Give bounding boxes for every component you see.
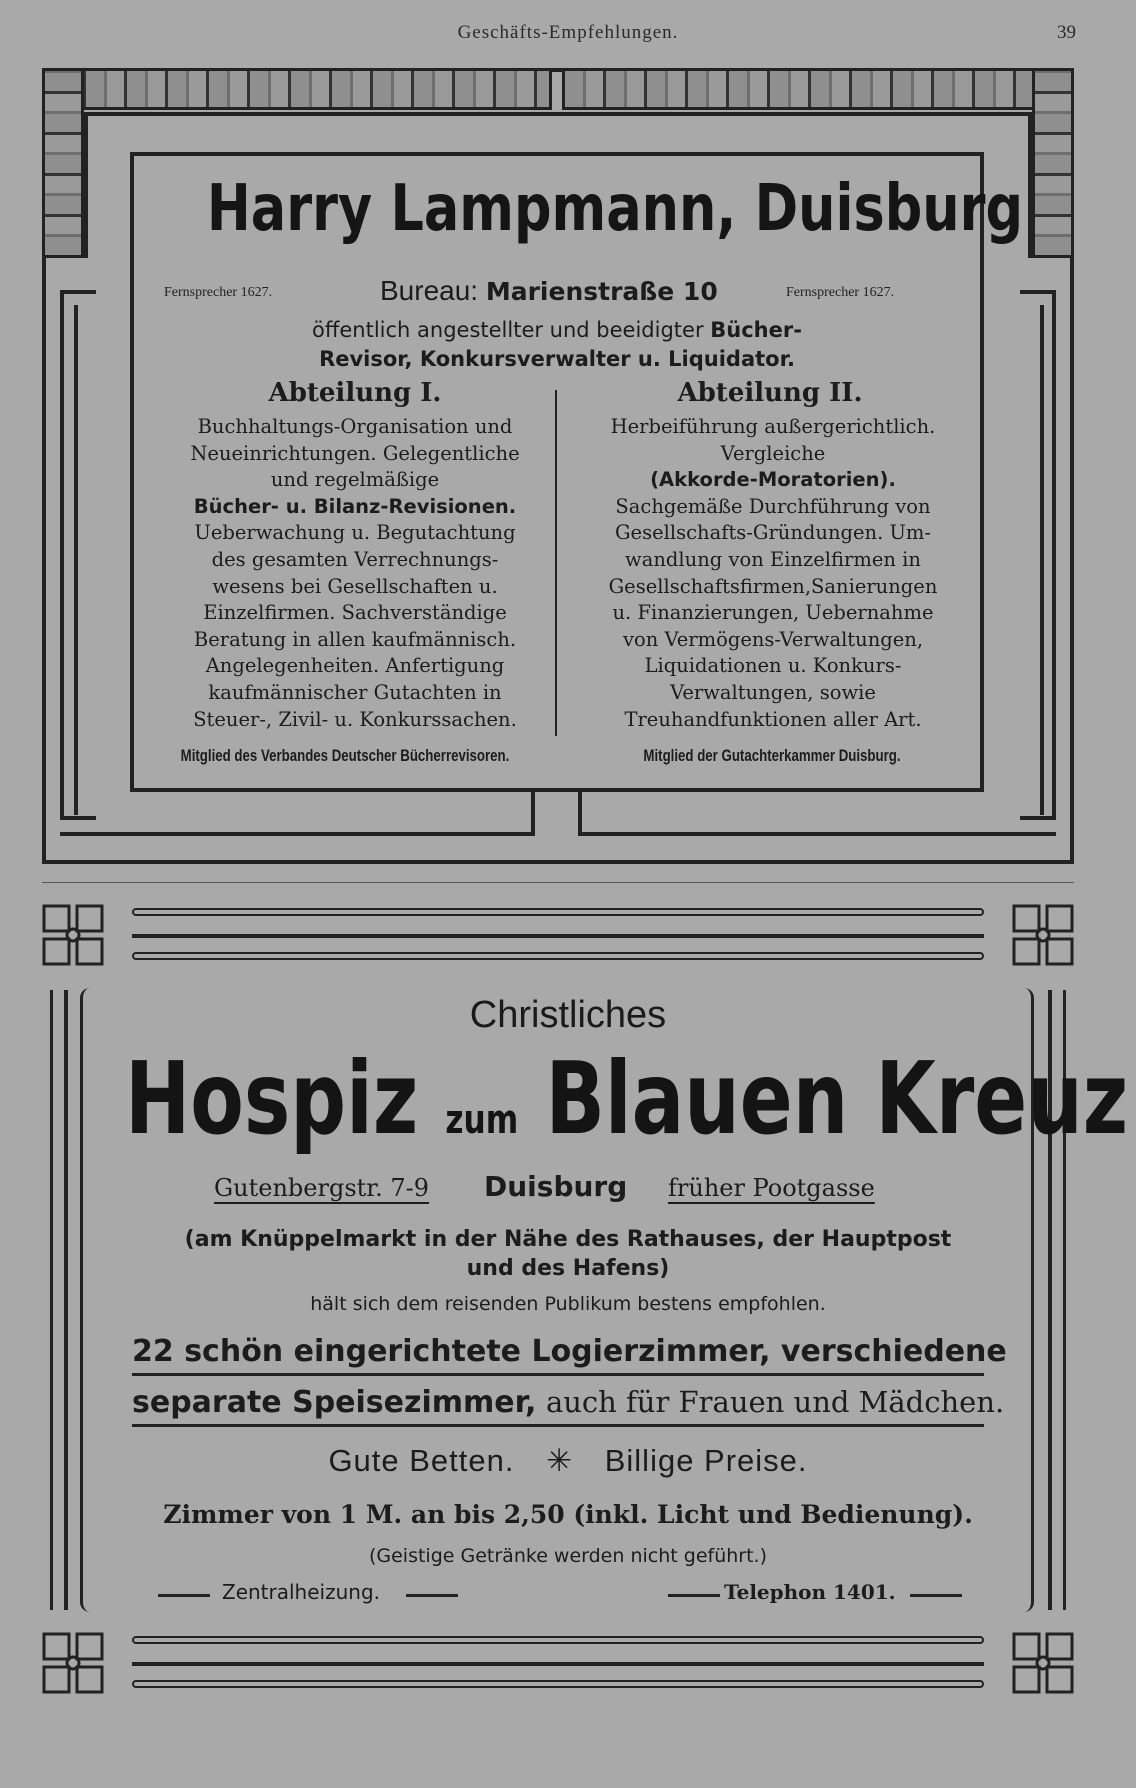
text-line: (am Knüppelmarkt in der Nähe des Rathauses, der Hauptpost	[184, 1227, 952, 1252]
dept2-text	[568, 414, 978, 733]
rail-left	[60, 290, 96, 820]
text-line: Gesellschafts-Gründungen. Um-	[614, 521, 931, 545]
telephone	[724, 1580, 896, 1604]
rule-bottom	[132, 1636, 984, 1644]
street: Gutenbergstr. 7-9	[214, 1174, 430, 1202]
heading-christliches: Christliches	[469, 994, 667, 1036]
dash-icon	[406, 1594, 458, 1597]
word-zum: zum	[445, 1097, 519, 1143]
text-line: u. Finanzierungen, Uebernahme	[612, 601, 934, 625]
frame-line	[578, 792, 582, 836]
text-line: Beratung in allen kaufmännisch.	[193, 627, 517, 651]
dept2-heading: Abteilung II.	[677, 378, 863, 408]
corner-ornament-icon	[1012, 1632, 1074, 1694]
text-line: Steuer-, Zivil- u. Konkurssachen.	[193, 707, 517, 731]
text-line: Herbeiführung außergerichtlich.	[610, 415, 936, 438]
profession-line1	[130, 316, 984, 345]
frame-line	[1028, 112, 1032, 258]
telephone-text: Telephon 1401.	[724, 1580, 896, 1604]
profession-line2: Revisor, Konkursverwalter u. Liquidator.	[319, 347, 795, 371]
text-line: Vergleiche	[720, 441, 826, 465]
frieze-top-left	[42, 68, 552, 110]
frame-line	[60, 832, 535, 836]
office-address	[380, 275, 718, 307]
rule-top	[132, 934, 984, 938]
rule-top	[132, 908, 984, 916]
cheap-prices: Billige Preise.	[604, 1443, 808, 1478]
text-line: wesens bei Gesellschaften u.	[212, 574, 498, 598]
word-blauen-kreuz: Blauen Kreuz	[545, 1040, 1129, 1157]
frame-line	[74, 305, 78, 815]
frame-line	[578, 832, 1056, 836]
rule-bottom	[132, 1680, 984, 1688]
former-address	[668, 1174, 875, 1202]
word-hospiz: Hospiz	[124, 1040, 419, 1157]
text-line-bold: (Akkorde-Moratorien).	[650, 468, 896, 492]
rail-right	[1020, 290, 1056, 820]
page-number: 39	[1057, 22, 1076, 43]
room-prices: Zimmer von 1 M. an bis 2,50 (inkl. Licht und Bedienung).	[163, 1500, 973, 1529]
corner-ornament-icon	[1012, 904, 1074, 966]
rule-top	[132, 952, 984, 960]
profession-bold: Bücher-	[710, 318, 802, 342]
text-line: Angelegenheiten. Anfertigung	[205, 654, 505, 678]
ad-lampmann	[0, 0, 1136, 880]
text-line: Einzelfirmen. Sachverständige	[203, 601, 507, 625]
no-alcohol-note: (Geistige Getränke werden nicht geführt.)	[368, 1545, 767, 1567]
frame-line	[84, 112, 88, 258]
rooms-text: 22 schön eingerichtete Logierzimmer, verschiedene	[132, 1334, 1007, 1369]
phone-left: Fernsprecher 1627.	[164, 285, 273, 300]
dept1-text	[150, 414, 560, 733]
city-name: Duisburg	[484, 1170, 628, 1203]
dash-icon	[158, 1594, 210, 1597]
frieze-top-right	[562, 68, 1074, 110]
text-line: wandlung von Einzelfirmen in	[625, 547, 921, 571]
star-icon: ✳	[546, 1443, 574, 1478]
text-line: Verwaltungen, sowie	[670, 680, 876, 704]
running-header: Geschäfts-Empfehlungen.	[457, 22, 679, 43]
text-line: und des Hafens)	[466, 1256, 670, 1281]
rooms-line1	[132, 1334, 1007, 1376]
corner-ornament-icon	[42, 1632, 104, 1694]
text-line: Sachgemäße Durchführung von	[615, 494, 931, 518]
profession-text: öffentlich angestellter und beeidigter	[312, 318, 704, 342]
frame-line	[1040, 305, 1044, 815]
address-line	[214, 1174, 429, 1202]
advertiser-name: Harry Lampmann, Duisburg	[206, 172, 1024, 246]
good-beds: Gute Betten.	[328, 1443, 515, 1478]
rooms-light: auch für Frauen und Mädchen.	[545, 1385, 1005, 1419]
rule-bottom	[132, 1662, 984, 1666]
ad-hospiz	[0, 890, 1136, 1770]
dash-icon	[668, 1594, 720, 1597]
text-line: und regelmäßige	[270, 468, 440, 492]
phone-right: Fernsprecher 1627.	[786, 285, 895, 300]
corner-ornament-icon	[42, 904, 104, 966]
rooms-bold: separate Speisezimmer,	[132, 1385, 537, 1420]
city	[484, 1170, 627, 1203]
text-line-bold: Bücher- u. Bilanz-Revisionen.	[193, 494, 517, 518]
text-line: Buchhaltungs-Organisation und	[197, 415, 513, 438]
text-line: des gesamten Verrechnungs-	[211, 547, 499, 571]
text-line: Treuhandfunktionen aller Art.	[624, 707, 922, 731]
greeting: hält sich dem reisenden Publikum bestens empfohlen.	[310, 1293, 826, 1315]
office-street: Marienstraße 10	[485, 277, 718, 306]
former-street: früher Pootgasse	[668, 1174, 875, 1202]
frame-line	[531, 792, 535, 836]
text-line: von Vermögens-Verwaltungen,	[622, 627, 924, 651]
frieze-right	[1032, 68, 1074, 258]
frieze-left	[42, 68, 84, 258]
dept1-heading: Abteilung I.	[268, 378, 442, 408]
text-line: Gesellschaftsfirmen,Sanierungen	[608, 574, 938, 598]
dept2-membership: Mitglied der Gutachterkammer Duisburg.	[643, 746, 901, 765]
dept1-membership: Mitglied des Verbandes Deutscher Bücherrevisoren.	[180, 746, 510, 765]
features	[0, 1443, 1136, 1479]
frame-line	[84, 112, 1032, 116]
rooms-line2	[132, 1385, 1005, 1427]
text-line: Ueberwachung u. Begutachtung	[194, 521, 516, 545]
heating: Zentralheizung.	[222, 1580, 380, 1604]
office-label: Bureau:	[380, 275, 479, 306]
text-line: kaufmännischer Gutachten in	[208, 680, 502, 704]
dash-icon	[910, 1594, 962, 1597]
heading-hospiz	[124, 1040, 1129, 1157]
ad-separator	[42, 882, 1074, 883]
text-line: Liquidationen u. Konkurs-	[644, 654, 902, 678]
location-text	[100, 1225, 1036, 1283]
text-line: Neueinrichtungen. Gelegentliche	[190, 441, 520, 465]
